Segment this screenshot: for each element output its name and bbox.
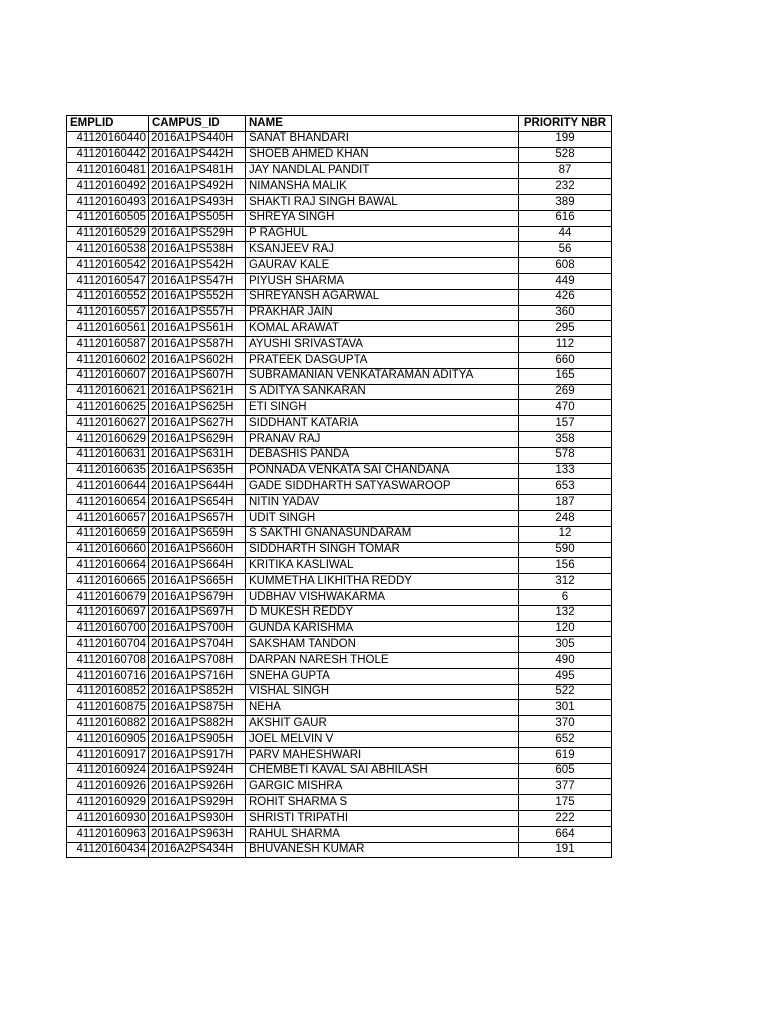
cell-emplid: 41120160607	[67, 368, 149, 384]
cell-emplid: 41120160665	[67, 574, 149, 590]
header-emplid: EMPLID	[67, 116, 149, 132]
table-row	[67, 763, 612, 779]
cell-priority-nbr: 590	[519, 542, 612, 558]
cell-emplid: 41120160542	[67, 258, 149, 274]
header-priority-nbr: PRIORITY NBR	[519, 116, 612, 132]
cell-emplid: 41120160660	[67, 542, 149, 558]
cell-campus-id: 2016A1PS929H	[149, 795, 246, 811]
cell-campus-id: 2016A1PS627H	[149, 416, 246, 432]
cell-emplid: 41120160440	[67, 131, 149, 147]
table-body	[67, 131, 612, 858]
table-row	[67, 210, 612, 226]
table-row	[67, 495, 612, 511]
cell-emplid: 41120160629	[67, 431, 149, 447]
cell-name: AKSHIT GAUR	[246, 716, 519, 732]
cell-campus-id: 2016A1PS635H	[149, 463, 246, 479]
cell-emplid: 41120160926	[67, 779, 149, 795]
table-header	[67, 116, 612, 132]
cell-campus-id: 2016A2PS434H	[149, 842, 246, 858]
table-row	[67, 258, 612, 274]
cell-emplid: 41120160679	[67, 589, 149, 605]
cell-campus-id: 2016A1PS625H	[149, 400, 246, 416]
cell-priority-nbr: 660	[519, 352, 612, 368]
cell-name: DEBASHIS PANDA	[246, 447, 519, 463]
table-row	[67, 447, 612, 463]
cell-campus-id: 2016A1PS505H	[149, 210, 246, 226]
table-row	[67, 321, 612, 337]
cell-campus-id: 2016A1PS442H	[149, 147, 246, 163]
cell-name: NIMANSHA MALIK	[246, 179, 519, 195]
cell-name: SANAT BHANDARI	[246, 131, 519, 147]
table-row	[67, 242, 612, 258]
table-row	[67, 668, 612, 684]
cell-name: JAY NANDLAL PANDIT	[246, 163, 519, 179]
table-row	[67, 510, 612, 526]
cell-campus-id: 2016A1PS716H	[149, 668, 246, 684]
cell-name: PIYUSH SHARMA	[246, 273, 519, 289]
cell-name: KSANJEEV RAJ	[246, 242, 519, 258]
cell-emplid: 41120160664	[67, 558, 149, 574]
cell-emplid: 41120160657	[67, 510, 149, 526]
cell-priority-nbr: 120	[519, 621, 612, 637]
table-row	[67, 526, 612, 542]
table-row	[67, 337, 612, 353]
cell-campus-id: 2016A1PS552H	[149, 289, 246, 305]
cell-name: KOMAL ARAWAT	[246, 321, 519, 337]
cell-emplid: 41120160708	[67, 653, 149, 669]
cell-name: GARGIC MISHRA	[246, 779, 519, 795]
cell-name: P RAGHUL	[246, 226, 519, 242]
cell-emplid: 41120160442	[67, 147, 149, 163]
table-row	[67, 621, 612, 637]
cell-emplid: 41120160654	[67, 495, 149, 511]
cell-priority-nbr: 165	[519, 368, 612, 384]
cell-emplid: 41120160644	[67, 479, 149, 495]
table-row	[67, 732, 612, 748]
cell-campus-id: 2016A1PS481H	[149, 163, 246, 179]
cell-emplid: 41120160631	[67, 447, 149, 463]
cell-emplid: 41120160492	[67, 179, 149, 195]
cell-emplid: 41120160930	[67, 811, 149, 827]
cell-campus-id: 2016A1PS493H	[149, 194, 246, 210]
cell-campus-id: 2016A1PS660H	[149, 542, 246, 558]
cell-name: SHREYANSH AGARWAL	[246, 289, 519, 305]
cell-campus-id: 2016A1PS542H	[149, 258, 246, 274]
cell-priority-nbr: 199	[519, 131, 612, 147]
cell-name: GADE SIDDHARTH SATYASWAROOP	[246, 479, 519, 495]
cell-name: SAKSHAM TANDON	[246, 637, 519, 653]
cell-emplid: 41120160587	[67, 337, 149, 353]
cell-name: GUNDA KARISHMA	[246, 621, 519, 637]
header-name: NAME	[246, 116, 519, 132]
table-row	[67, 589, 612, 605]
cell-campus-id: 2016A1PS492H	[149, 179, 246, 195]
table-row	[67, 463, 612, 479]
cell-priority-nbr: 608	[519, 258, 612, 274]
cell-name: S ADITYA SANKARAN	[246, 384, 519, 400]
cell-emplid: 41120160716	[67, 668, 149, 684]
table-row	[67, 131, 612, 147]
cell-priority-nbr: 132	[519, 605, 612, 621]
cell-name: AYUSHI SRIVASTAVA	[246, 337, 519, 353]
cell-emplid: 41120160529	[67, 226, 149, 242]
cell-name: ROHIT SHARMA S	[246, 795, 519, 811]
cell-name: NEHA	[246, 700, 519, 716]
cell-campus-id: 2016A1PS644H	[149, 479, 246, 495]
cell-priority-nbr: 389	[519, 194, 612, 210]
cell-emplid: 41120160852	[67, 684, 149, 700]
cell-campus-id: 2016A1PS631H	[149, 447, 246, 463]
cell-campus-id: 2016A1PS607H	[149, 368, 246, 384]
cell-priority-nbr: 175	[519, 795, 612, 811]
cell-emplid: 41120160547	[67, 273, 149, 289]
cell-priority-nbr: 370	[519, 716, 612, 732]
cell-priority-nbr: 248	[519, 510, 612, 526]
table-row	[67, 826, 612, 842]
cell-priority-nbr: 56	[519, 242, 612, 258]
cell-emplid: 41120160875	[67, 700, 149, 716]
cell-emplid: 41120160697	[67, 605, 149, 621]
cell-name: PRATEEK DASGUPTA	[246, 352, 519, 368]
cell-campus-id: 2016A1PS704H	[149, 637, 246, 653]
student-priority-table	[66, 115, 612, 858]
cell-campus-id: 2016A1PS587H	[149, 337, 246, 353]
table-row	[67, 431, 612, 447]
cell-emplid: 41120160924	[67, 763, 149, 779]
cell-priority-nbr: 222	[519, 811, 612, 827]
table-row	[67, 684, 612, 700]
cell-name: D MUKESH REDDY	[246, 605, 519, 621]
cell-priority-nbr: 312	[519, 574, 612, 590]
cell-campus-id: 2016A1PS905H	[149, 732, 246, 748]
table-row	[67, 226, 612, 242]
cell-priority-nbr: 619	[519, 747, 612, 763]
cell-campus-id: 2016A1PS654H	[149, 495, 246, 511]
cell-emplid: 41120160602	[67, 352, 149, 368]
table-row	[67, 574, 612, 590]
cell-campus-id: 2016A1PS602H	[149, 352, 246, 368]
cell-campus-id: 2016A1PS547H	[149, 273, 246, 289]
cell-emplid: 41120160434	[67, 842, 149, 858]
cell-priority-nbr: 295	[519, 321, 612, 337]
cell-name: SIDDHARTH SINGH TOMAR	[246, 542, 519, 558]
cell-emplid: 41120160963	[67, 826, 149, 842]
cell-campus-id: 2016A1PS561H	[149, 321, 246, 337]
cell-campus-id: 2016A1PS657H	[149, 510, 246, 526]
cell-priority-nbr: 652	[519, 732, 612, 748]
cell-priority-nbr: 522	[519, 684, 612, 700]
cell-priority-nbr: 305	[519, 637, 612, 653]
cell-name: PRANAV RAJ	[246, 431, 519, 447]
cell-name: SNEHA GUPTA	[246, 668, 519, 684]
cell-campus-id: 2016A1PS679H	[149, 589, 246, 605]
cell-emplid: 41120160552	[67, 289, 149, 305]
cell-priority-nbr: 87	[519, 163, 612, 179]
cell-campus-id: 2016A1PS930H	[149, 811, 246, 827]
cell-priority-nbr: 133	[519, 463, 612, 479]
cell-name: BHUVANESH KUMAR	[246, 842, 519, 858]
cell-emplid: 41120160557	[67, 305, 149, 321]
cell-priority-nbr: 528	[519, 147, 612, 163]
table-row	[67, 542, 612, 558]
cell-emplid: 41120160704	[67, 637, 149, 653]
cell-emplid: 41120160659	[67, 526, 149, 542]
cell-name: SHRISTI TRIPATHI	[246, 811, 519, 827]
cell-campus-id: 2016A1PS697H	[149, 605, 246, 621]
cell-emplid: 41120160505	[67, 210, 149, 226]
header-campus-id: CAMPUS_ID	[149, 116, 246, 132]
cell-campus-id: 2016A1PS659H	[149, 526, 246, 542]
cell-name: UDIT SINGH	[246, 510, 519, 526]
cell-emplid: 41120160481	[67, 163, 149, 179]
cell-priority-nbr: 191	[519, 842, 612, 858]
cell-campus-id: 2016A1PS664H	[149, 558, 246, 574]
cell-campus-id: 2016A1PS440H	[149, 131, 246, 147]
cell-priority-nbr: 470	[519, 400, 612, 416]
table-row	[67, 194, 612, 210]
cell-priority-nbr: 449	[519, 273, 612, 289]
cell-campus-id: 2016A1PS882H	[149, 716, 246, 732]
cell-name: UDBHAV VISHWAKARMA	[246, 589, 519, 605]
table-row	[67, 811, 612, 827]
cell-priority-nbr: 578	[519, 447, 612, 463]
cell-emplid: 41120160905	[67, 732, 149, 748]
cell-campus-id: 2016A1PS621H	[149, 384, 246, 400]
cell-priority-nbr: 301	[519, 700, 612, 716]
cell-priority-nbr: 360	[519, 305, 612, 321]
cell-priority-nbr: 426	[519, 289, 612, 305]
cell-campus-id: 2016A1PS852H	[149, 684, 246, 700]
cell-emplid: 41120160917	[67, 747, 149, 763]
cell-name: SHAKTI RAJ SINGH BAWAL	[246, 194, 519, 210]
cell-name: SHOEB AHMED KHAN	[246, 147, 519, 163]
table-row	[67, 352, 612, 368]
cell-emplid: 41120160621	[67, 384, 149, 400]
cell-name: RAHUL SHARMA	[246, 826, 519, 842]
cell-name: SIDDHANT KATARIA	[246, 416, 519, 432]
cell-priority-nbr: 156	[519, 558, 612, 574]
table-row	[67, 779, 612, 795]
cell-priority-nbr: 490	[519, 653, 612, 669]
cell-priority-nbr: 232	[519, 179, 612, 195]
cell-campus-id: 2016A1PS629H	[149, 431, 246, 447]
cell-campus-id: 2016A1PS538H	[149, 242, 246, 258]
cell-priority-nbr: 358	[519, 431, 612, 447]
cell-name: CHEMBETI KAVAL SAI ABHILASH	[246, 763, 519, 779]
table-row	[67, 479, 612, 495]
cell-priority-nbr: 269	[519, 384, 612, 400]
cell-campus-id: 2016A1PS665H	[149, 574, 246, 590]
cell-name: KRITIKA KASLIWAL	[246, 558, 519, 574]
cell-name: SHREYA SINGH	[246, 210, 519, 226]
cell-campus-id: 2016A1PS708H	[149, 653, 246, 669]
table-row	[67, 747, 612, 763]
cell-priority-nbr: 616	[519, 210, 612, 226]
table-row	[67, 716, 612, 732]
cell-emplid: 41120160493	[67, 194, 149, 210]
cell-name: ETI SINGH	[246, 400, 519, 416]
cell-name: KUMMETHA LIKHITHA REDDY	[246, 574, 519, 590]
cell-campus-id: 2016A1PS924H	[149, 763, 246, 779]
cell-priority-nbr: 12	[519, 526, 612, 542]
cell-campus-id: 2016A1PS557H	[149, 305, 246, 321]
cell-name: VISHAL SINGH	[246, 684, 519, 700]
cell-priority-nbr: 377	[519, 779, 612, 795]
table-row	[67, 700, 612, 716]
cell-priority-nbr: 157	[519, 416, 612, 432]
cell-name: PONNADA VENKATA SAI CHANDANA	[246, 463, 519, 479]
table-row	[67, 795, 612, 811]
table-row	[67, 368, 612, 384]
cell-campus-id: 2016A1PS926H	[149, 779, 246, 795]
cell-emplid: 41120160627	[67, 416, 149, 432]
cell-emplid: 41120160882	[67, 716, 149, 732]
cell-priority-nbr: 6	[519, 589, 612, 605]
table-row	[67, 163, 612, 179]
cell-emplid: 41120160625	[67, 400, 149, 416]
cell-priority-nbr: 495	[519, 668, 612, 684]
cell-priority-nbr: 187	[519, 495, 612, 511]
cell-priority-nbr: 112	[519, 337, 612, 353]
table-row	[67, 179, 612, 195]
cell-campus-id: 2016A1PS529H	[149, 226, 246, 242]
cell-emplid: 41120160635	[67, 463, 149, 479]
table-row	[67, 637, 612, 653]
table-row	[67, 558, 612, 574]
table-row	[67, 147, 612, 163]
cell-campus-id: 2016A1PS963H	[149, 826, 246, 842]
table-row	[67, 305, 612, 321]
cell-emplid: 41120160929	[67, 795, 149, 811]
table-row	[67, 653, 612, 669]
table-row	[67, 273, 612, 289]
cell-emplid: 41120160700	[67, 621, 149, 637]
cell-name: NITIN YADAV	[246, 495, 519, 511]
cell-campus-id: 2016A1PS917H	[149, 747, 246, 763]
table-row	[67, 289, 612, 305]
table-row	[67, 384, 612, 400]
table-row	[67, 605, 612, 621]
table-row	[67, 400, 612, 416]
header-row	[67, 116, 612, 132]
cell-priority-nbr: 44	[519, 226, 612, 242]
cell-name: GAURAV KALE	[246, 258, 519, 274]
cell-emplid: 41120160538	[67, 242, 149, 258]
cell-name: DARPAN NARESH THOLE	[246, 653, 519, 669]
table-row	[67, 416, 612, 432]
cell-campus-id: 2016A1PS875H	[149, 700, 246, 716]
cell-campus-id: 2016A1PS700H	[149, 621, 246, 637]
cell-name: SUBRAMANIAN VENKATARAMAN ADITYA	[246, 368, 519, 384]
cell-name: JOEL MELVIN V	[246, 732, 519, 748]
cell-name: PRAKHAR JAIN	[246, 305, 519, 321]
cell-emplid: 41120160561	[67, 321, 149, 337]
cell-name: S SAKTHI GNANASUNDARAM	[246, 526, 519, 542]
cell-name: PARV MAHESHWARI	[246, 747, 519, 763]
cell-priority-nbr: 605	[519, 763, 612, 779]
cell-priority-nbr: 664	[519, 826, 612, 842]
cell-priority-nbr: 653	[519, 479, 612, 495]
table-row	[67, 842, 612, 858]
